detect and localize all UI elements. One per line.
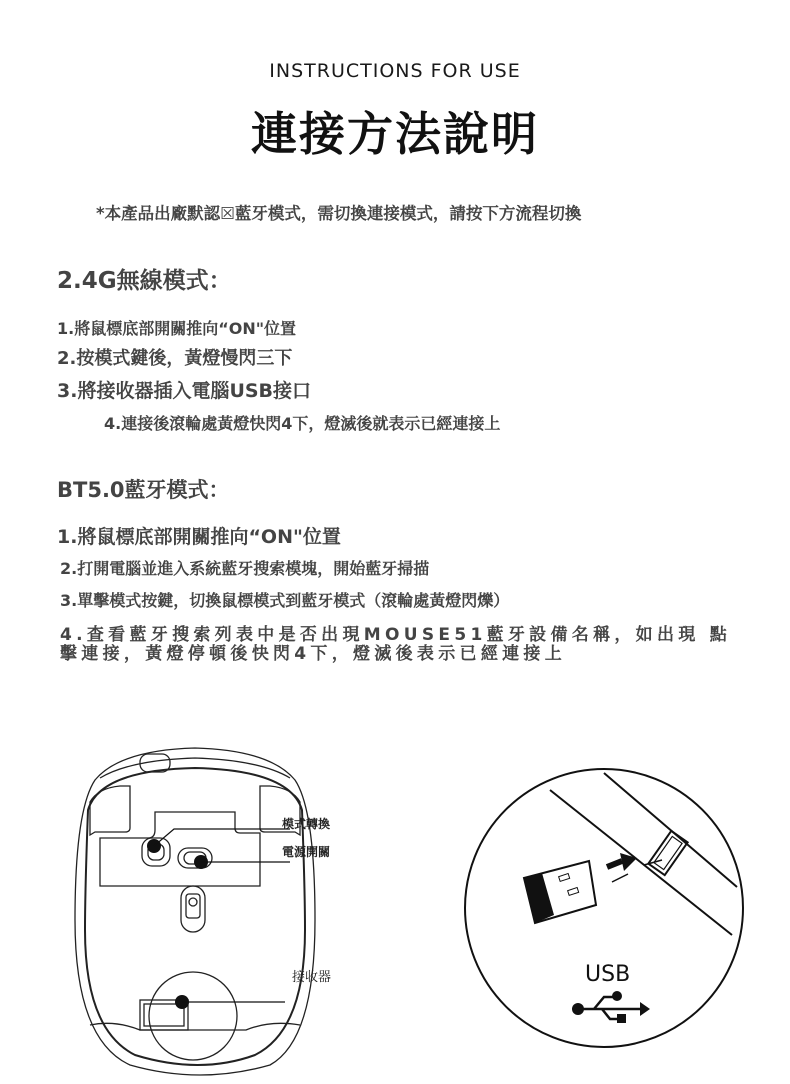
default-mode-note: *本產品出廠默認☒藍牙模式，需切換連接模式，請按下方流程切換 — [96, 204, 582, 223]
usb-label: USB — [585, 962, 631, 987]
step-bt-4: 4.查看藍牙搜索列表中是否出現MOUSE51藍牙設備名稱，如出現 點擊連接，黃燈停頓後快閃4下，燈滅後表示已經連接上 — [60, 625, 732, 664]
label-receiver: 接收器 — [292, 970, 332, 985]
usb-insert-diagram — [462, 765, 748, 1055]
label-mode-switch: 模式轉換 — [282, 817, 331, 831]
instructions-subtitle: INSTRUCTIONS FOR USE — [269, 60, 521, 82]
step-24g-4: 4.連接後滾輪處黃燈快閃4下，燈滅後就表示已經連接上 — [104, 414, 501, 433]
step-24g-3: 3.將接收器插入電腦USB接口 — [57, 380, 312, 402]
section-heading-bt: BT5.0藍牙模式： — [57, 478, 230, 502]
mouse-outline-icon — [60, 740, 350, 1080]
step-bt-3: 3.單擊模式按鍵，切換鼠標模式到藍牙模式（滾輪處黃燈閃爍） — [60, 591, 510, 610]
step-24g-1: 1.將鼠標底部開關推向“ON"位置 — [57, 319, 297, 338]
label-power-switch: 電源開關 — [282, 845, 331, 859]
section-heading-24g: 2.4G無線模式： — [57, 268, 232, 294]
step-bt-1: 1.將鼠標底部開關推向“ON"位置 — [57, 526, 341, 548]
mouse-bottom-diagram — [60, 740, 350, 1080]
page-title: 連接方法說明 — [251, 107, 539, 161]
step-bt-2: 2.打開電腦並進入系統藍牙搜索模塊，開始藍牙掃描 — [60, 559, 430, 578]
usb-symbol-icon — [572, 991, 650, 1023]
usb-receiver-icon — [462, 765, 748, 1055]
step-24g-2: 2.按模式鍵後，黃燈慢閃三下 — [57, 348, 293, 369]
